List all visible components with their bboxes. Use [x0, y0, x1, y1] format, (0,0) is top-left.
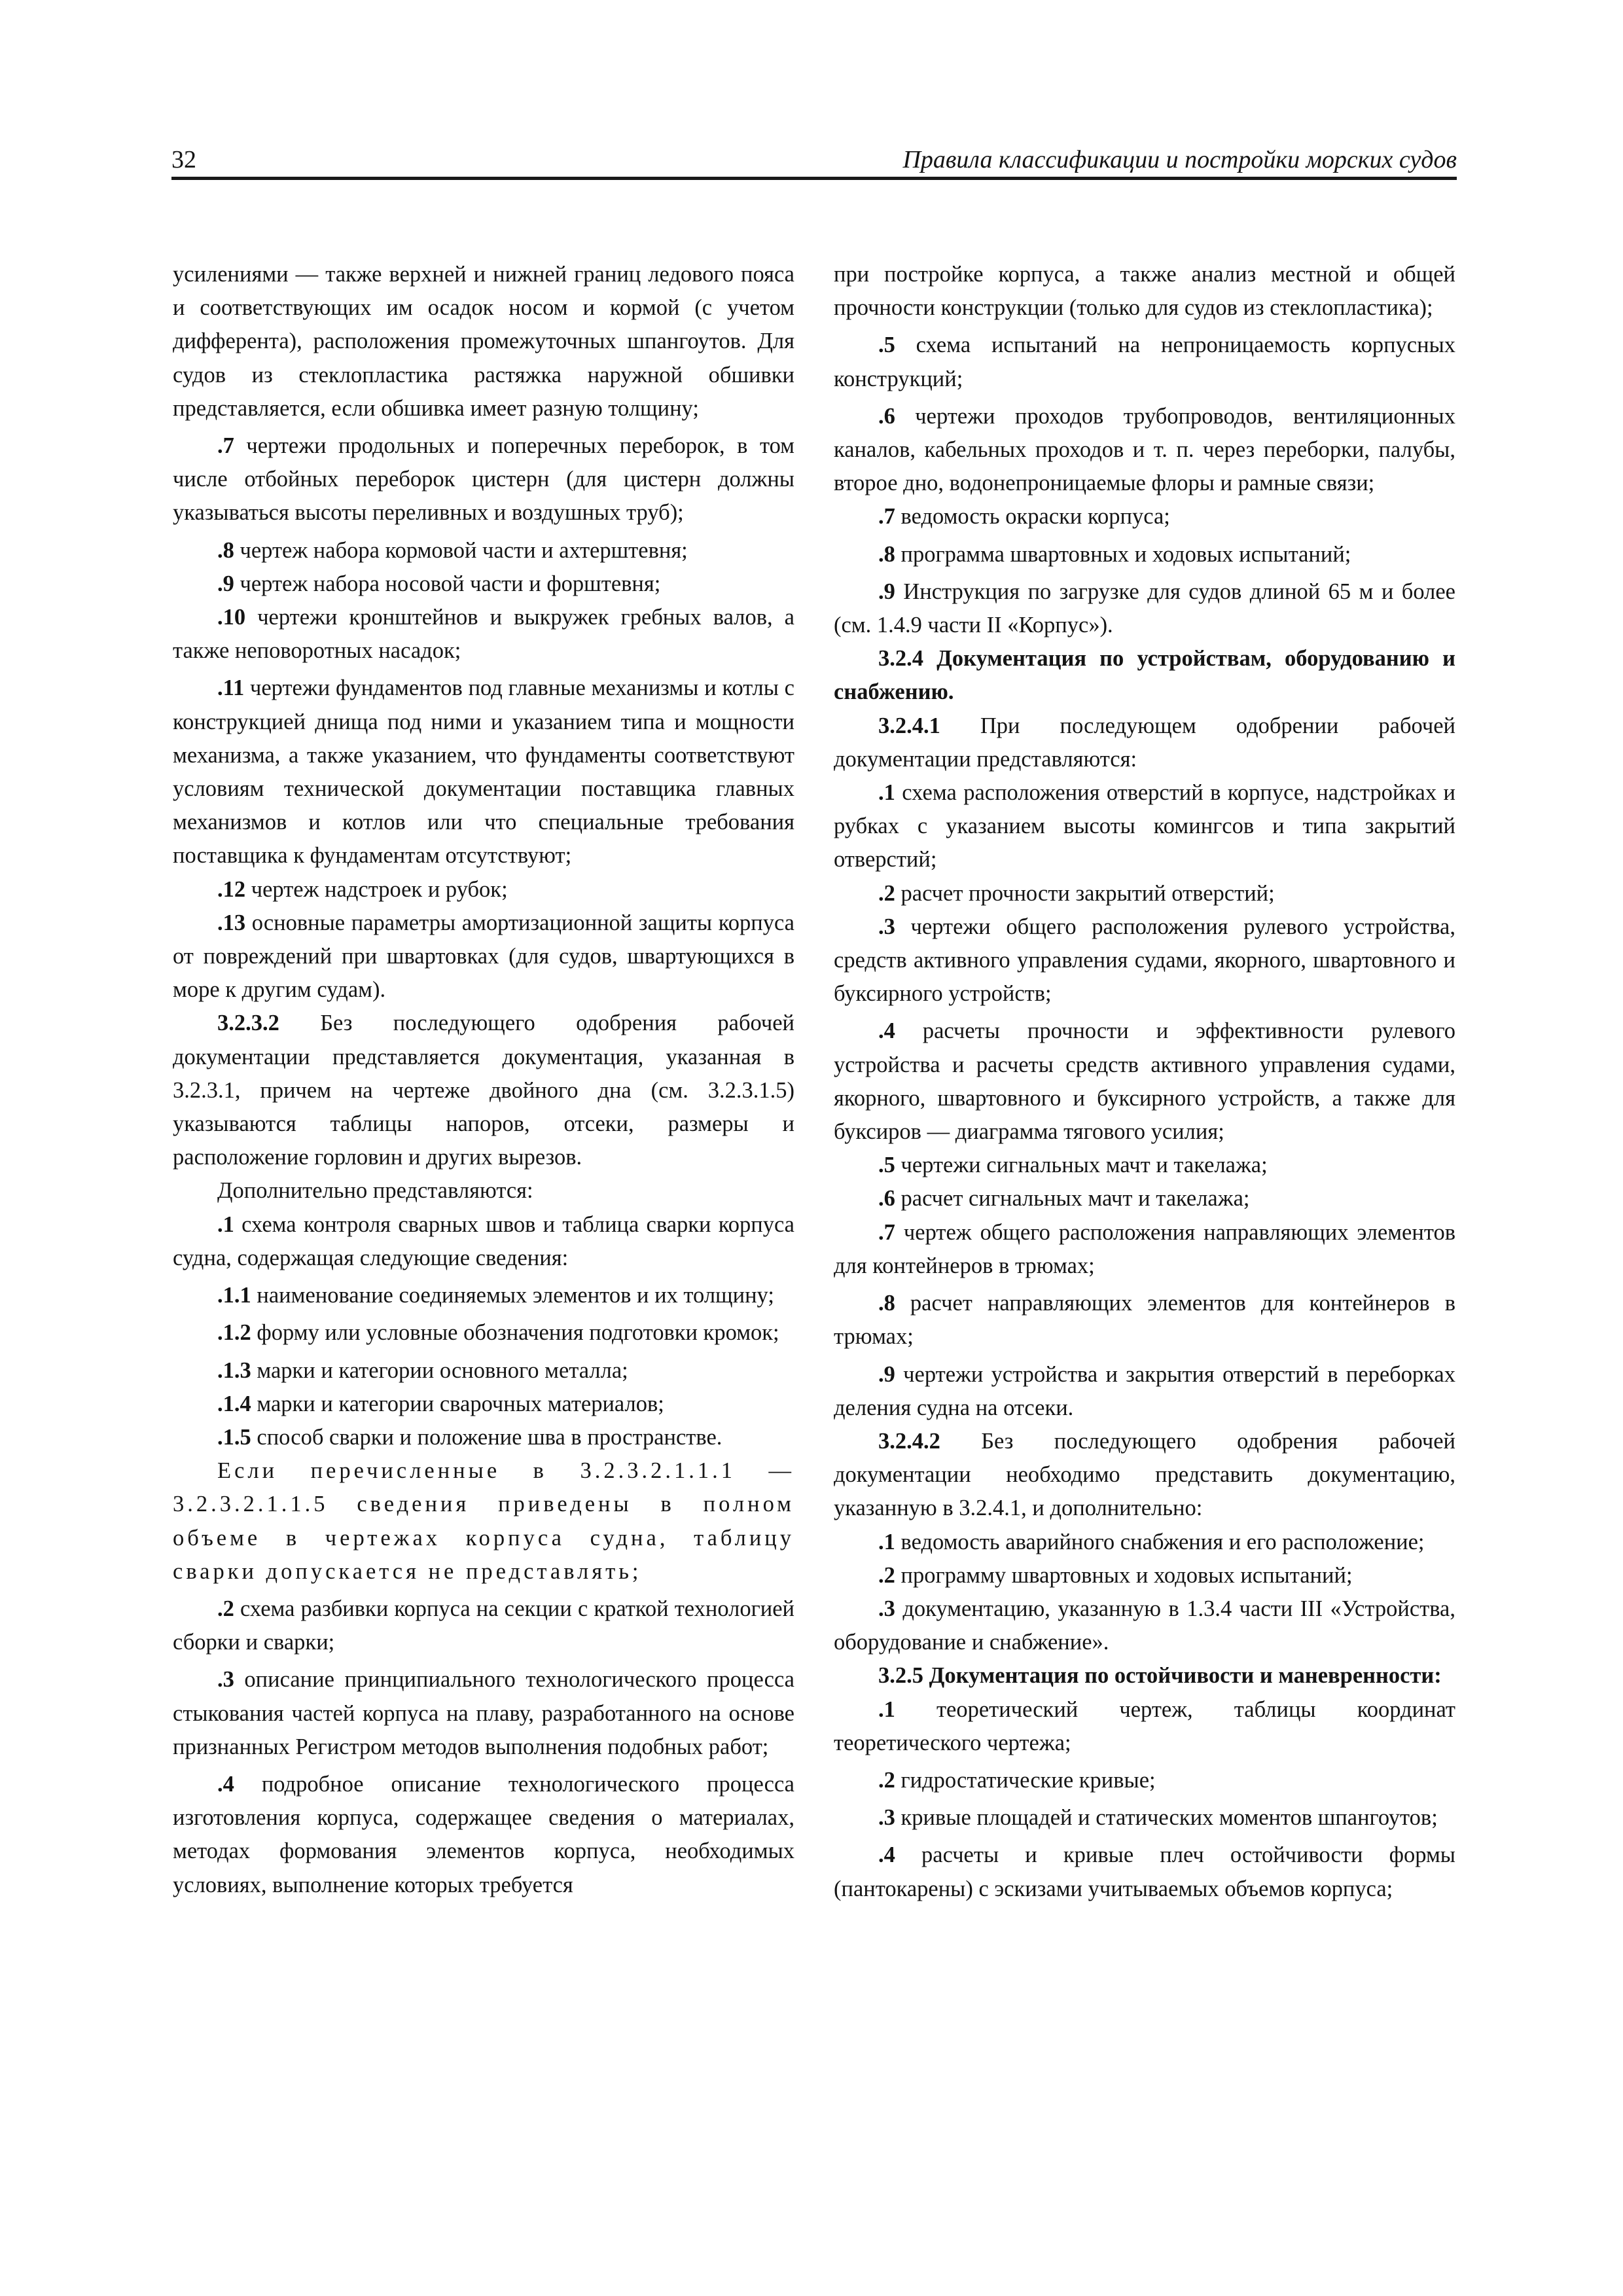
list-item: .3 кривые площадей и статических моментов шпангоутов; [878, 1805, 1438, 1831]
section-paragraph: 3.2.4.1 При последующем одобрении рабочей документации представляются: [834, 713, 1455, 772]
paragraph: Дополнительно представляются: [217, 1178, 533, 1204]
section-paragraph: 3.2.3.2 Без последующего одобрения рабочей документации представляется документация, указанная в 3.2.3.1, причем на чертеже двойного дна (см. 3.2.3.1.5) указываются таблицы напоров, отсеки, размеры и расположение горловин и других вырезов. [173, 1011, 794, 1170]
page-number: 32 [171, 146, 196, 173]
list-item: .1.5 способ сварки и положение шва в пространстве. [217, 1424, 722, 1450]
list-item: .3 описание принципиального технологического процесса стыкования частей корпуса на плаву, разработанного на основе признанных Регистром методов выполнения подобных работ; [173, 1667, 794, 1759]
list-item: .5 чертежи сигнальных мачт и такелажа; [878, 1153, 1268, 1178]
list-item: .1 схема контроля сварных швов и таблица сварки корпуса судна, содержащая следующие сведения: [173, 1211, 794, 1270]
list-item: .1.4 марки и категории сварочных материалов; [217, 1391, 664, 1416]
list-item: .4 подробное описание технологического процесса изготовления корпуса, содержащее сведения о материалах, методах формования элементов корпуса, необходимых условиях, выполнение которых требуется [173, 1771, 794, 1897]
section-heading: 3.2.4 Документация по устройствам, оборудованию и снабжению. [834, 646, 1455, 705]
paragraph: при постройке корпуса, а также анализ местной и общей прочности конструкции (только для судов из стеклопластика); [834, 262, 1455, 321]
list-item: .2 расчет прочности закрытий отверстий; [878, 880, 1275, 906]
list-item: .1 теоретический чертеж, таблицы координат теоретического чертежа; [834, 1696, 1455, 1755]
list-item: .8 программа швартовных и ходовых испытаний; [878, 541, 1351, 567]
list-item: .9 Инструкция по загрузке для судов длиной 65 м и более (см. 1.4.9 части II «Корпус»). [834, 579, 1455, 638]
paragraph: усилениями — также верхней и нижней границ ледового пояса и соответствующих им осадок носом и кормой (с учетом дифферента), расположения промежуточных шпангоутов. Для судов из стеклопластика растяжка наружной обшивки представляется, если обшивка имеет разную толщину; [173, 262, 794, 421]
section-heading: 3.2.5 Документация по остойчивости и маневренности: [878, 1663, 1442, 1689]
header-rule [171, 177, 1457, 180]
list-item: .7 чертежи продольных и поперечных переборок, в том числе отбойных переборок цистерн (для цистерн должны указываться высоты переливных и воздушных труб); [173, 433, 794, 526]
paragraph: Если перечисленные в 3.2.3.2.1.1.1 — 3.2.3.2.1.1.5 сведения приведены в полном объеме в чертежах корпуса судна, таблицу сварки допускается не представлять; [173, 1458, 794, 1584]
list-item: .2 программу швартовных и ходовых испытаний; [878, 1562, 1353, 1588]
list-item: .8 расчет направляющих элементов для контейнеров в трюмах; [834, 1291, 1455, 1350]
list-item: .3 чертежи общего расположения рулевого устройства, средств активного управления судами, якорного, швартовного и буксирного устройств; [834, 914, 1455, 1007]
list-item: .5 схема испытаний на непроницаемость корпусных конструкций; [834, 332, 1455, 391]
list-item: .6 чертежи проходов трубопроводов, вентиляционных каналов, кабельных проходов и т. п. через переборки, палубы, второе дно, водонепроницаемые флоры и рамные связи; [834, 403, 1455, 496]
list-item: .11 чертежи фундаментов под главные механизмы и котлы с конструкцией днища под ними и указанием типа и мощности механизма, а также указанием, что фундаменты соответствуют условиям технической документации поставщика главных механизмов и котлов или что специальные требования поставщика к фундаментам отсутствуют; [173, 675, 794, 869]
list-item: .2 гидростатические кривые; [878, 1767, 1156, 1793]
list-item: .1.1 наименование соединяемых элементов и их толщину; [217, 1283, 774, 1308]
list-item: .9 чертеж набора носовой части и форштевня; [217, 571, 661, 596]
running-title: Правила классификации и постройки морских судов [902, 146, 1457, 173]
list-item: .3 документацию, указанную в 1.3.4 части III «Устройства, оборудование и снабжение». [834, 1596, 1455, 1655]
list-item: .9 чертежи устройства и закрытия отверстий в переборках деления судна на отсеки. [834, 1361, 1455, 1420]
right-column [834, 258, 1455, 1906]
list-item: .10 чертежи кронштейнов и выкружек гребных валов, а также неповоротных насадок; [173, 605, 794, 664]
page-header [171, 141, 1457, 179]
list-item: .4 расчеты и кривые плеч остойчивости формы (пантокарены) с эскизами учитываемых объемов корпуса; [834, 1842, 1455, 1901]
list-item: .1 ведомость аварийного снабжения и его расположение; [878, 1529, 1425, 1554]
list-item: .8 чертеж набора кормовой части и ахтерштевня; [217, 537, 688, 563]
list-item: .1.3 марки и категории основного металла; [217, 1357, 628, 1383]
list-item: .7 чертеж общего расположения направляющих элементов для контейнеров в трюмах; [834, 1219, 1455, 1278]
list-item: .7 ведомость окраски корпуса; [878, 504, 1170, 529]
list-item: .1 схема расположения отверстий в корпусе, надстройках и рубках с указанием высоты комингсов и типа закрытий отверстий; [834, 780, 1455, 872]
section-paragraph: 3.2.4.2 Без последующего одобрения рабочей документации необходимо представить документацию, указанную в 3.2.4.1, и дополнительно: [834, 1428, 1455, 1521]
list-item: .4 расчеты прочности и эффективности рулевого устройства и расчеты средств активного управления судами, якорного, швартовного и буксирного устройств, а также для буксиров — диаграмма тягового усилия; [834, 1018, 1455, 1145]
list-item: .2 схема разбивки корпуса на секции с краткой технологией сборки и сварки; [173, 1596, 794, 1655]
list-item: .13 основные параметры амортизационной защиты корпуса от повреждений при швартовках (для судов, швартующихся в море к другим судам). [173, 910, 794, 1003]
list-item: .1.2 форму или условные обозначения подготовки кромок; [217, 1320, 779, 1346]
list-item: .6 расчет сигнальных мачт и такелажа; [878, 1186, 1250, 1211]
list-item: .12 чертеж надстроек и рубок; [217, 876, 508, 902]
left-column [173, 258, 794, 1902]
